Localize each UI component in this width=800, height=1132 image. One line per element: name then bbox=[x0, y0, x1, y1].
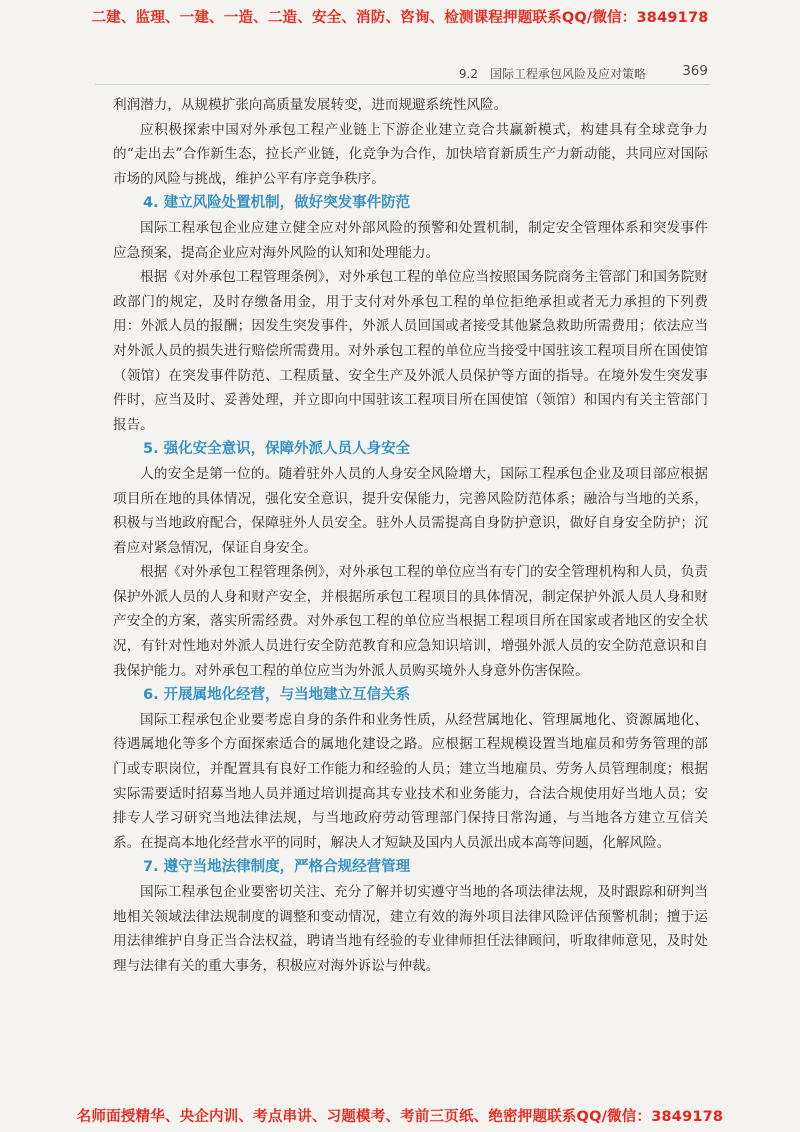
paragraph: 国际工程承包企业要密切关注、充分了解并切实遵守当地的各项法律法规，及时跟踪和研判当地相关领域法律法规制度的调整和变动情况，建立有效的海外项目法律风险评估预警机制；擅于运用法律维护自身正当合法权益，聘请当地有经验的专业律师担任法律顾问，听取律师意见，及时处理与法律有关的重大事务，积极应对海外诉讼与仲裁。 bbox=[113, 884, 708, 974]
paragraph: 根据《对外承包工程管理条例》，对外承包工程的单位应当按照国务院商务主管部门和国务院财政部门的规定，及时存缴备用金，用于支付对外承包工程的单位拒绝承担或者无力承担的下列费用：外派人员的报酬；因发生突发事件，外派人员回国或者接受其他紧急救助所需费用；依法应当对外派人员的损失进行赔偿所需费用。对外承包工程的单位应当接受中国驻该工程项目所在国使馆（领馆）在突发事件防范、工程质量、安全生产及外派人员保护等方面的指导。在境外发生突发事件时，应当及时、妥善处理，并立即向中国驻该工程项目所在国使馆（领馆）和国内有关主管部门报告。 bbox=[113, 269, 708, 433]
paragraph: 应积极探索中国对外承包工程产业链上下游企业建立竞合共赢新模式，构建具有全球竞争力的“走出去”合作新生态，拉长产业链，化竞争为合作，加快培育新质生产力新动能，共同应对国际市场的风险与挑战，维护公平有序竞争秩序。 bbox=[113, 121, 708, 187]
section-heading-5: 5. 强化安全意识，保障外派人员人身安全 bbox=[143, 441, 411, 458]
paragraph: 人的安全是第一位的。随着驻外人员的人身安全风险增大，国际工程承包企业及项目部应根据项目所在地的具体情况，强化安全意识，提升安保能力，完善风险防范体系；融洽与当地的关系，积极与当地政府配合，保障驻外人员安全。驻外人员需提高自身防护意识，做好自身安全防护；沉着应对紧急情况，保证自身安全。 bbox=[113, 465, 708, 556]
top-promo-banner: 二建、监理、一建、一造、二造、安全、消防、咨询、检测课程押题联系QQ/微信：3849178 bbox=[91, 10, 709, 26]
section-heading-7: 7. 遵守当地法律制度，严格合规经营管理 bbox=[143, 859, 411, 876]
section-title: 9.2 国际工程承包风险及应对策略 bbox=[458, 67, 646, 81]
page-number: 369 bbox=[682, 63, 708, 79]
paragraph: 国际工程承包企业要考虑自身的条件和业务性质，从经营属地化、管理属地化、资源属地化、待遇属地化等多个方面探索适合的属地化建设之路。应根据工程规模设置当地雇员和劳务管理的部门或专职岗位，并配置具有良好工作能力和经验的人员；建立当地雇员、劳务人员管理制度；根据实际需要适时招募当地人员并通过培训提高其专业技术和业务能力，合法合规使用好当地人员；安排专人学习研究当地法律法规，与当地政府劳动管理部门保持日常沟通，与当地各方建立互信关系。在提高本地化经营水平的同时，解决人才短缺及国内人员派出成本高等问题，化解风险。 bbox=[113, 711, 708, 851]
paragraph: 国际工程承包企业应建立健全应对外部风险的预警和处置机制，制定安全管理体系和突发事件应急预案，提高企业应对海外风险的认知和处理能力。 bbox=[113, 219, 708, 261]
running-header bbox=[95, 62, 710, 85]
section-heading-4: 4. 建立风险处置机制，做好突发事件防范 bbox=[143, 195, 411, 212]
page-body bbox=[113, 93, 708, 978]
section-heading-6: 6. 开展属地化经营，与当地建立互信关系 bbox=[143, 687, 411, 704]
paragraph: 利润潜力，从规模扩张向高质量发展转变，进而规避系统性风险。 bbox=[113, 97, 508, 113]
paragraph: 根据《对外承包工程管理条例》，对外承包工程的单位应当有专门的安全管理机构和人员，负责保护外派人员的人身和财产安全，并根据所承包工程项目的具体情况，制定保护外派人员人身和财产安全的方案，落实所需经费。对外承包工程的单位应当根据工程项目所在国家或者地区的安全状况，有针对性地对外派人员进行安全防范教育和应急知识培训，增强外派人员的安全防范意识和自我保护能力。对外承包工程的单位应当为外派人员购买境外人身意外伤害保险。 bbox=[113, 564, 708, 679]
bottom-promo-banner: 名师面授精华、央企内训、考点串讲、习题模考、考前三页纸、绝密押题联系QQ/微信：3849178 bbox=[76, 1109, 724, 1125]
